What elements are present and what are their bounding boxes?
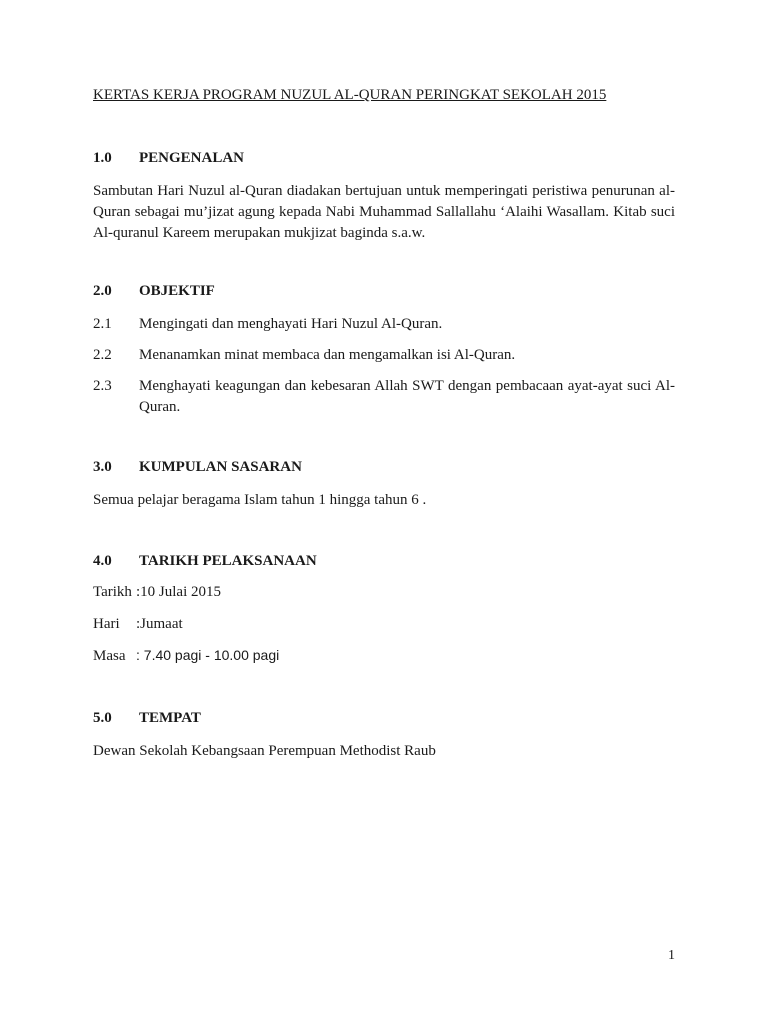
section-number: 3.0 <box>93 459 112 475</box>
page-number: 1 <box>668 948 675 963</box>
item-text: Menghayati keagungan dan kebesaran Allah SWT dengan pembacaan ayat-ayat suci Al-Quran. <box>139 378 675 415</box>
section-heading-pengenalan <box>93 150 244 167</box>
item-number: 2.2 <box>93 347 112 363</box>
day-row <box>93 616 183 633</box>
item-number: 2.1 <box>93 316 112 332</box>
item-text: Menanamkan minat membaca dan mengamalkan isi Al-Quran. <box>139 347 516 363</box>
section-number: 2.0 <box>93 283 112 299</box>
objective-item <box>93 345 675 366</box>
row-value: :Jumaat <box>136 616 183 632</box>
row-value: :10 Julai 2015 <box>136 584 221 600</box>
date-row <box>93 584 221 601</box>
section-title: TEMPAT <box>139 710 201 726</box>
document-title: KERTAS KERJA PROGRAM NUZUL AL-QURAN PERINGKAT SEKOLAH 2015 <box>93 87 607 103</box>
item-text: Mengingati dan menghayati Hari Nuzul Al-Quran. <box>139 316 443 332</box>
section-heading-tempat <box>93 710 201 727</box>
section-title: OBJEKTIF <box>139 283 215 299</box>
section-title: TARIKH PELAKSANAAN <box>139 553 317 569</box>
section-number: 4.0 <box>93 553 112 569</box>
section-paragraph-pengenalan: Sambutan Hari Nuzul al-Quran diadakan bertujuan untuk memperingati peristiwa penurunan al-Quran sebagai mu’jizat agung kepada Nabi Muhammad Sallallahu ‘Alaihi Wasallam. Kitab suci Al-quranul Kareem merupakan mukjizat baginda s.a.w. <box>93 183 675 241</box>
row-value: : 7.40 pagi - 10.00 pagi <box>136 647 280 663</box>
section-paragraph-kumpulan-sasaran: Semua pelajar beragama Islam tahun 1 hingga tahun 6 . <box>93 492 427 508</box>
section-heading-objektif <box>93 283 215 300</box>
row-label: Hari <box>93 616 120 632</box>
item-number: 2.3 <box>93 378 112 394</box>
section-title: KUMPULAN SASARAN <box>139 459 302 475</box>
objective-item <box>93 314 675 335</box>
row-label: Masa <box>93 648 126 664</box>
section-heading-kumpulan-sasaran <box>93 459 302 476</box>
section-number: 5.0 <box>93 710 112 726</box>
objective-item <box>93 376 675 418</box>
time-row <box>93 647 279 665</box>
section-title: PENGENALAN <box>139 150 245 166</box>
section-heading-tarikh-pelaksanaan <box>93 553 317 570</box>
section-paragraph-tempat: Dewan Sekolah Kebangsaan Perempuan Methodist Raub <box>93 743 436 759</box>
section-number: 1.0 <box>93 150 112 166</box>
row-label: Tarikh <box>93 584 132 600</box>
